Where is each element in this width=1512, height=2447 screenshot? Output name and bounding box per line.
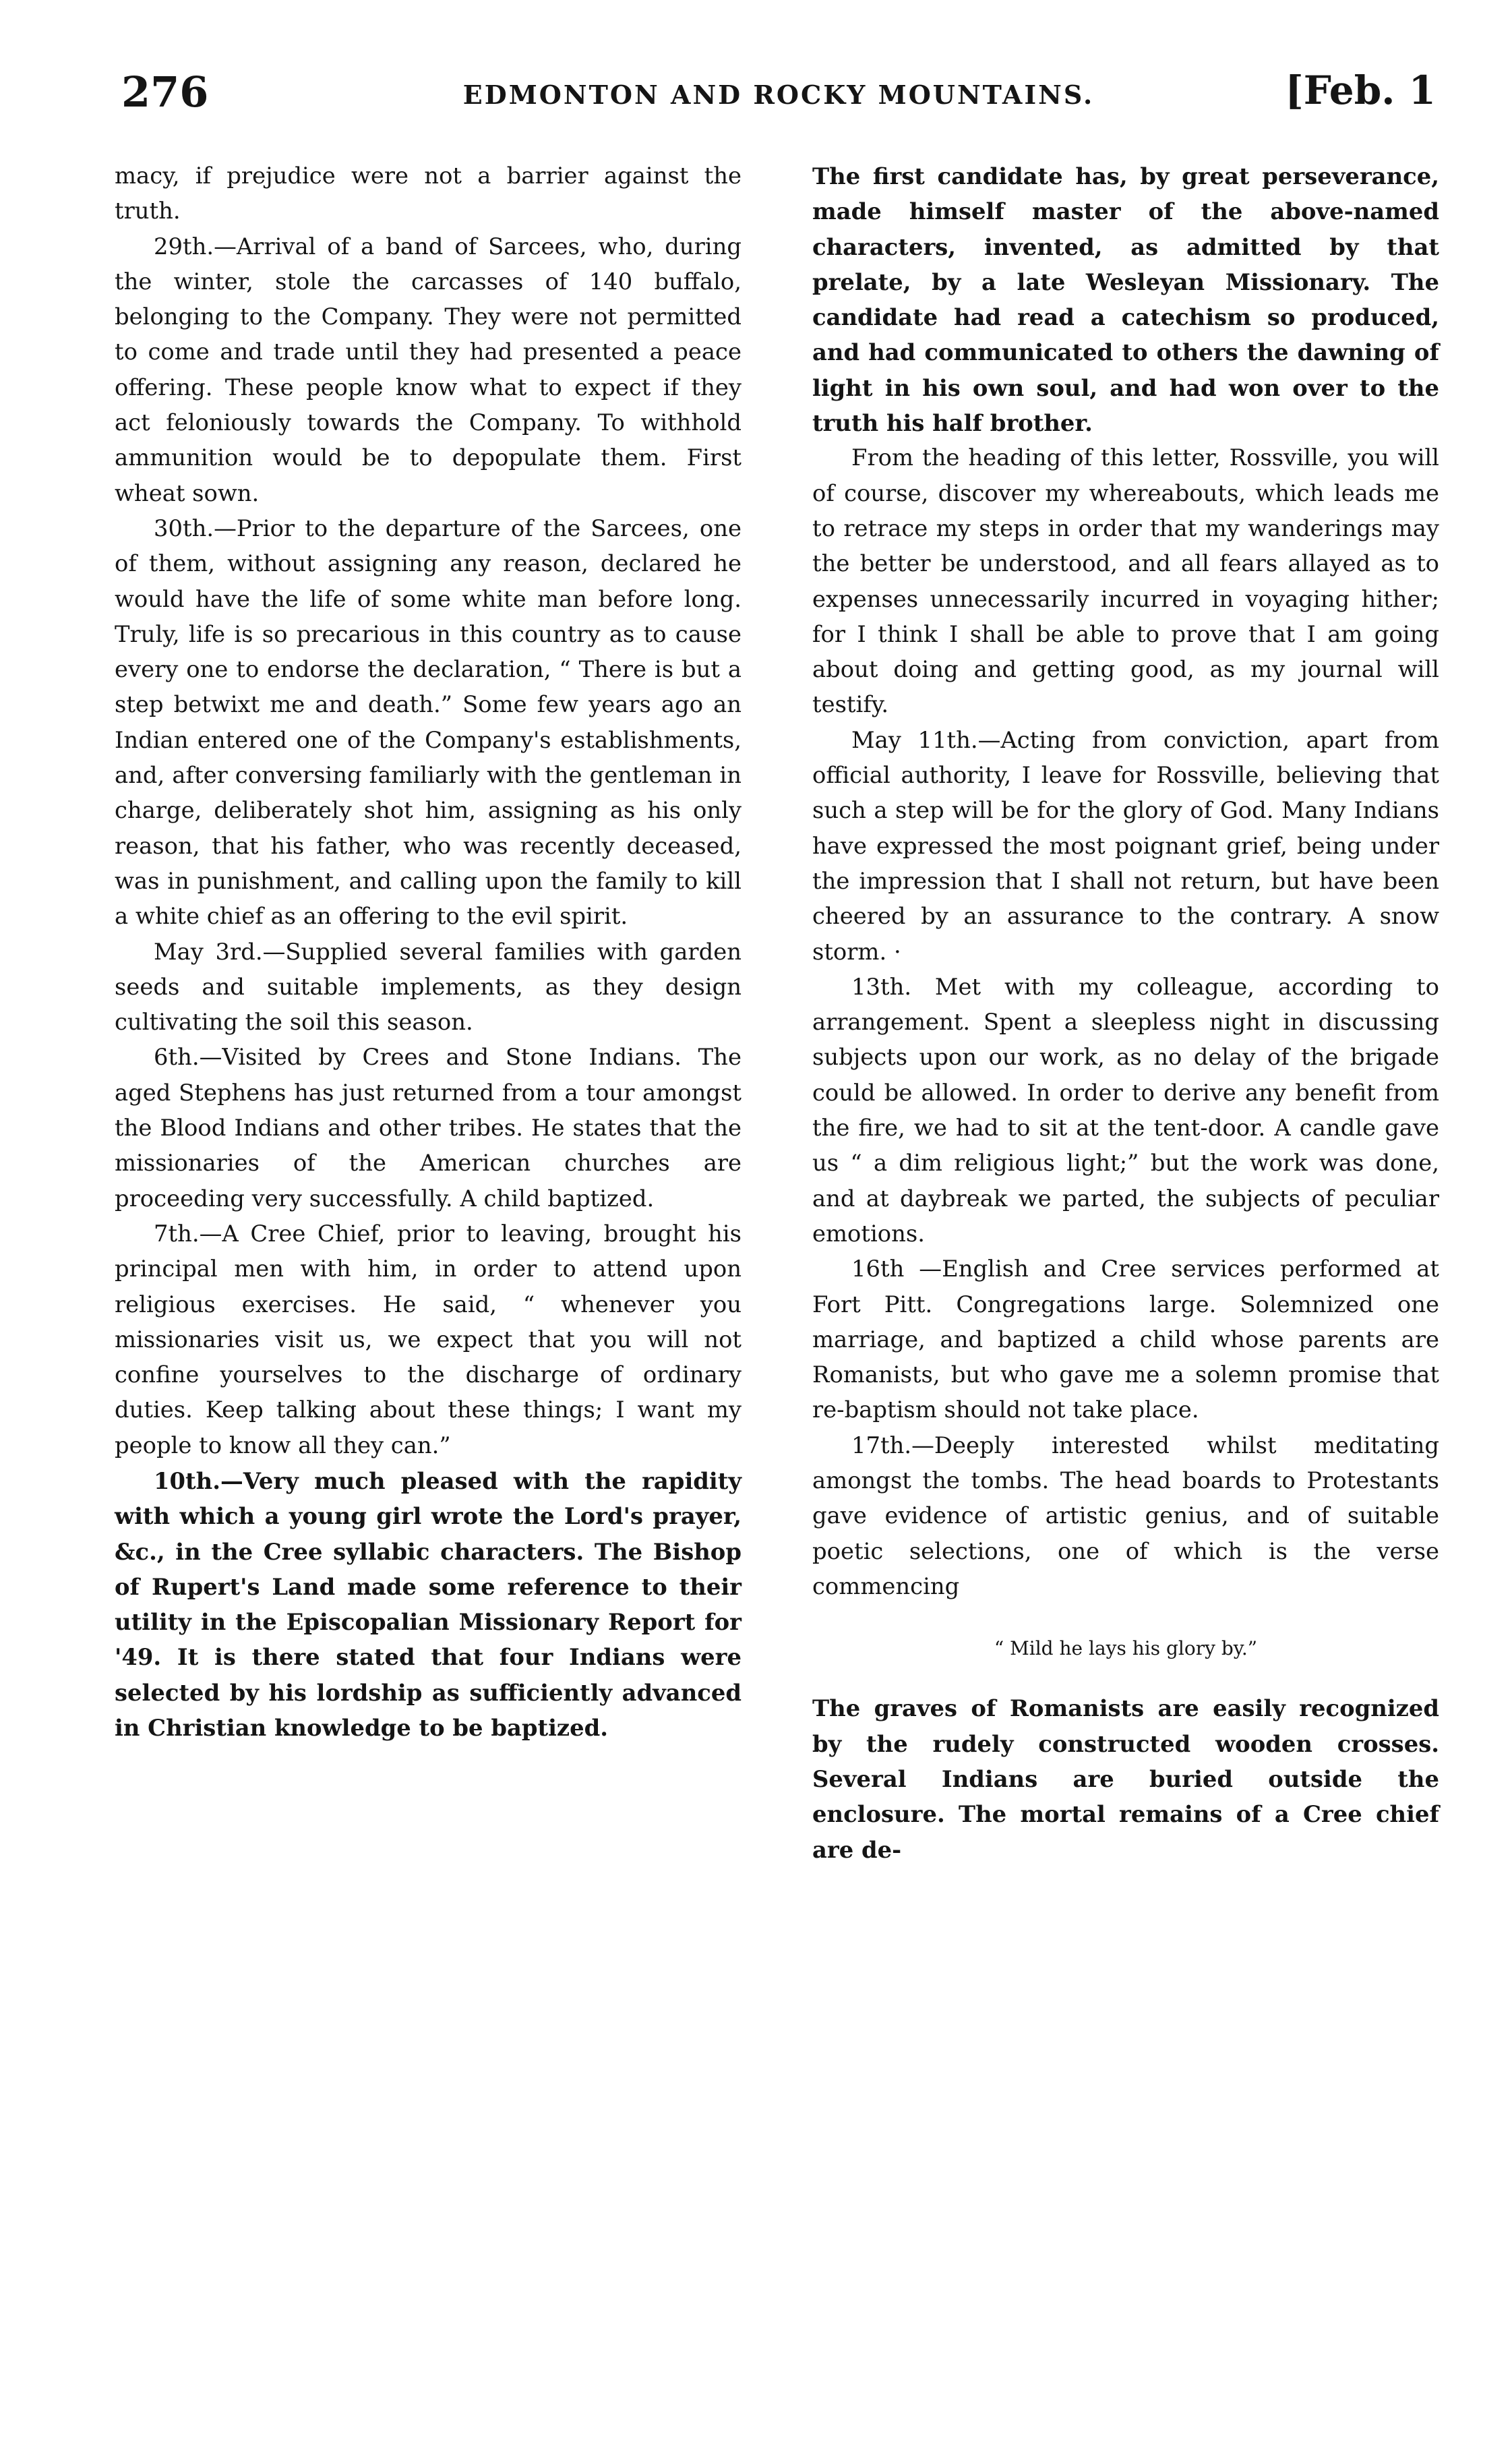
verse-quote: “ Mild he lays his glory by.” [994, 1637, 1258, 1660]
paragraph: From the heading of this letter, Rossville, you will of course, discover my whereabouts, which leads me to retrace my steps in order that my wanderings may the better be understood, and all fears allayed as to expenses unnecessarily incurred in voyaging hither; for I think I shall be able to prove that I am going about doing and getting good, as my journal will testify. [812, 444, 1439, 718]
paragraph: May 11th.—Acting from conviction, apart from official authority, I leave for Rossville, believing that such a step will be for the glory of God. Many Indians have expressed the most poignant grief, being under the impression that I shall not return, but have been cheered by an assurance to the contrary. A snow storm. · [812, 726, 1439, 965]
paragraph: macy, if prejudice were not a barrier against the truth. [115, 163, 742, 225]
paragraph: The first candidate has, by great perseverance, made himself master of the above-named characters, invented, as admitted by that prelate, by a late Wesleyan Missionary. The candidate had read a catechism so produced, and had communicated to others the dawning of light in his own soul, and had won over to the truth his half brother. [812, 163, 1439, 437]
paragraph: 6th.—Visited by Crees and Stone Indians. The aged Stephens has just returned from a tour amongst the Blood Indians and other tribes. He states that the missionaries of the American churches are proceeding very successfully. A child baptized. [115, 1044, 742, 1212]
paragraph: 17th.—Deeply interested whilst meditating amongst the tombs. The head boards to Protestants gave evidence of artistic genius, and of suitable poetic selections, one of which is the verse commencing [812, 1432, 1439, 1599]
paragraph: 16th —English and Cree services performed at Fort Pitt. Congregations large. Solemnized one marriage, and baptized a child whose parents are Romanists, but who gave me a solemn promise that re-baptism should not take place. [812, 1256, 1439, 1423]
page-number: 276 [121, 67, 209, 117]
header-date: [Feb. 1 [1285, 67, 1436, 113]
left-column [115, 158, 742, 1745]
paragraph: The graves of Romanists are easily recognized by the rudely constructed wooden crosses. Several Indians are buried outside the enclosure. The mortal remains of a Cree chief are de- [812, 1694, 1439, 1863]
paragraph: 29th.—Arrival of a band of Sarcees, who, during the winter, stole the carcasses of 140 buffalo, belonging to the Company. They were not permitted to come and trade until they had presented a peace offering. These people know what to expect if they act feloniously towards the Company. To withhold ammunition would be to depopulate them. First wheat sown. [115, 233, 742, 506]
paragraph: 7th.—A Cree Chief, prior to leaving, brought his principal men with him, in order to attend upon religious exercises. He said, “ whenever you missionaries visit us, we expect that you will not confine yourselves to the discharge of ordinary duties. Keep talking about these things; I want my people to know all they can.” [115, 1220, 742, 1458]
paragraph: May 3rd.—Supplied several families with garden seeds and suitable implements, as they design cultivating the soil this season. [115, 938, 742, 1036]
running-title: EDMONTON AND ROCKY MOUNTAINS. [462, 80, 1095, 110]
running-header [121, 67, 1436, 128]
paragraph: 30th.—Prior to the departure of the Sarcees, one of them, without assigning any reason, declared he would have the life of some white man before long. Truly, life is so precarious in this country as to cause every one to endorse the declaration, “ There is but a step betwixt me and death.” Some few years ago an Indian entered one of the Company's establishments, and, after conversing familiarly with the gentleman in charge, deliberately shot him, assigning as his only reason, that his father, who was recently deceased, was in punishment, and calling upon the family to kill a white chief as an offering to the evil spirit. [115, 514, 742, 930]
paragraph: 13th. Met with my colleague, according to arrangement. Spent a sleepless night in discussing subjects upon our work, as no delay of the brigade could be allowed. In order to derive any benefit from the fire, we had to sit at the tent-door. A candle gave us “ a dim religious light;” but the work was done, and at daybreak we parted, the subjects of peculiar emotions. [812, 973, 1439, 1247]
right-column [812, 158, 1439, 1867]
paragraph: 10th.—Very much pleased with the rapidity with which a young girl wrote the Lord's prayer, &c., in the Cree syllabic characters. The Bishop of Rupert's Land made some reference to their utility in the Episcopalian Missionary Report for '49. It is there stated that four Indians were selected by his lordship as sufficiently advanced in Christian knowledge to be baptized. [115, 1467, 742, 1742]
